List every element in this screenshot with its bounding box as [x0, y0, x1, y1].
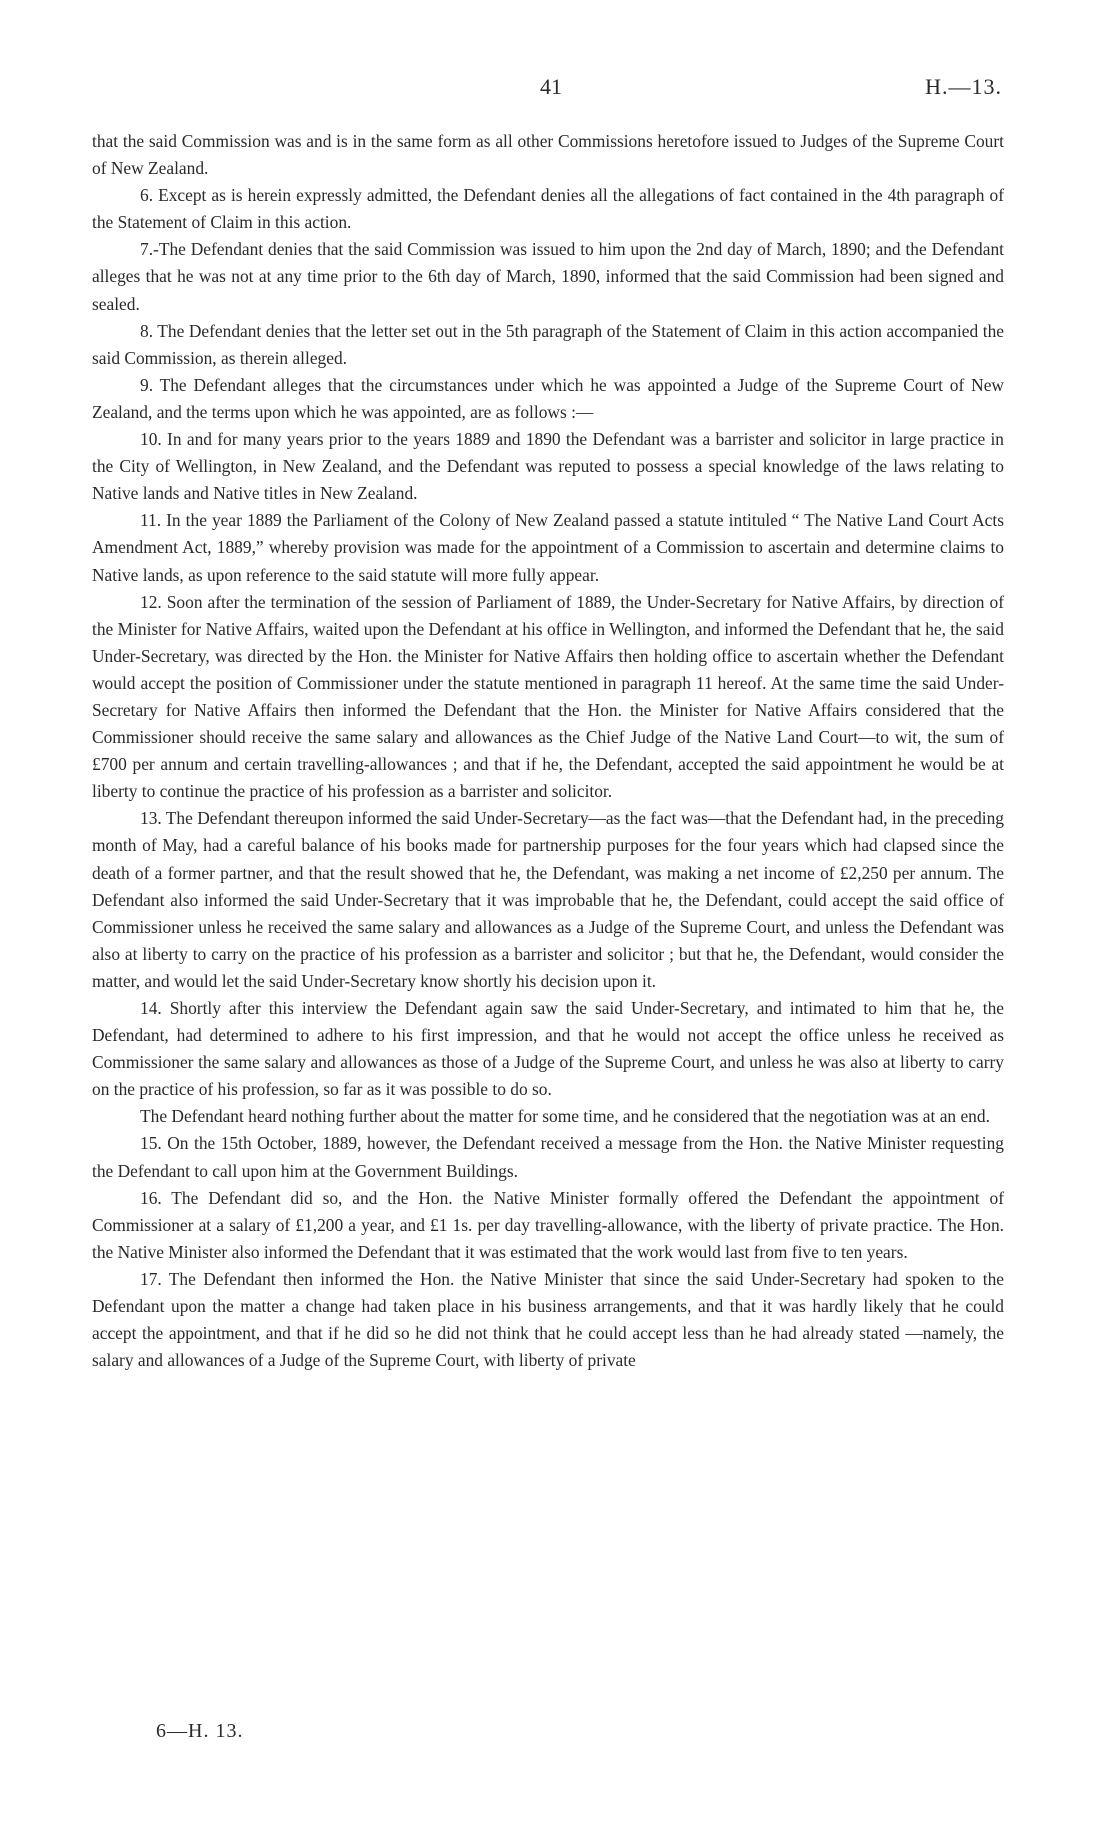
signature-mark: 6—H. 13. — [156, 1720, 244, 1742]
paragraph-6: 6. Except as is herein expressly admitted, the Defendant denies all the allegations of fact contained in the 4th paragraph of the Statement of Claim in this action. — [92, 185, 1004, 233]
paragraph-12: 12. Soon after the termination of the session of Parliament of 1889, the Under-Secretary for Native Affairs, by direction of the Minister for Native Affairs, waited upon the Defendant at his office in Wellington, and informed the Defendant that he, the said Under-Secretary, was directed by the Hon. the Minister for Native Affairs then holding office to ascertain whether the Defendant would accept the position of Commissioner under the statute mentioned in paragraph 11 hereof. At the same time the said Under-Secretary for Native Affairs then informed the Defendant that the Hon. the Minister for Native Affairs considered that the Commissioner should receive the same salary and allowances as the Chief Judge of the Native Land Court—to wit, the sum of £700 per annum and certain travelling-allowances ; and that if he, the Defendant, accepted the said appointment he would be at liberty to continue the practice of his profession as a barrister and solicitor. — [92, 591, 1004, 802]
page-header — [0, 74, 1114, 104]
paragraph-10: 10. In and for many years prior to the years 1889 and 1890 the Defendant was a barrister and solicitor in large practice in the City of Wellington, in New Zealand, and the Defendant was reputed to possess a special knowledge of the laws relating to Native lands and Native titles in New Zealand. — [92, 429, 1004, 504]
paragraph-11: 11. In the year 1889 the Parliament of the Colony of New Zealand passed a statute intituled “ The Native Land Court Acts Amendment Act, 1889,” whereby provision was made for the appointment of a Commission to ascertain and determine claims to Native lands, as upon reference to the said statute will more fully appear. — [92, 510, 1004, 585]
paragraph-7: 7.-The Defendant denies that the said Commission was issued to him upon the 2nd day of March, 1890; and the Defendant alleges that he was not at any time prior to the 6th day of March, 1890, informed that the said Commission had been signed and sealed. — [92, 239, 1004, 314]
paragraph-continuation: that the said Commission was and is in the same form as all other Commissions heretofore issued to Judges of the Supreme Court of New Zealand. — [92, 131, 1004, 179]
paragraph-13: 13. The Defendant thereupon informed the said Under-Secretary—as the fact was—that the Defendant had, in the preceding month of May, had a careful balance of his books made for partnership purposes for the four years which had clapsed since the death of a former partner, and that the result showed that he, the Defendant, was making a net income of £2,250 per annum. The Defendant also informed the said Under-Secretary that it was improbable that he, the Defendant, could accept the said office of Commissioner unless he received the same salary and allowances as a Judge of the Supreme Court, and unless the Defendant was also at liberty to carry on the practice of his profession as a barrister and solicitor ; but that he, the Defendant, would consider the matter, and would let the said Under-Secretary know shortly his decision upon it. — [92, 808, 1004, 991]
paragraph-14: 14. Shortly after this interview the Defendant again saw the said Under-Secretary, and intimated to him that he, the Defendant, had determined to adhere to his first impression, and that he would not accept the office unless he received as Commissioner the same salary and allowances as those of a Judge of the Supreme Court, and unless he was also at liberty to carry on the practice of his profession, so far as it was possible to do so. — [92, 998, 1004, 1100]
paragraph-15: 15. On the 15th October, 1889, however, the Defendant received a message from the Hon. the Native Minister requesting the Defendant to call upon him at the Government Buildings. — [92, 1133, 1004, 1181]
page-number: 41 — [540, 74, 562, 99]
paragraph-8: 8. The Defendant denies that the letter set out in the 5th paragraph of the Statement of Claim in this action accompanied the said Commission, as therein alleged. — [92, 320, 1004, 368]
paragraph-17: 17. The Defendant then informed the Hon. the Native Minister that since the said Under-Secretary had spoken to the Defendant upon the matter a change had taken place in his business arrangements, and that it was hardly likely that he could accept the appointment, and that if he did so he did not think that he could accept less than he had already stated —namely, the salary and allowances of a Judge of the Supreme Court, with liberty of private — [92, 1268, 1004, 1371]
paragraph-14-continued: The Defendant heard nothing further about the matter for some time, and he considered that the negotiation was at an end. — [140, 1106, 990, 1127]
document-reference: H.—13. — [925, 74, 1002, 99]
document-body — [92, 128, 1004, 1374]
paragraph-9: 9. The Defendant alleges that the circumstances under which he was appointed a Judge of the Supreme Court of New Zealand, and the terms upon which he was appointed, are as follows :— — [92, 374, 1004, 422]
paragraph-16: 16. The Defendant did so, and the Hon. the Native Minister formally offered the Defendant the appointment of Commissioner at a salary of £1,200 a year, and £1 1s. per day travelling-allowance, with the liberty of private practice. The Hon. the Native Minister also informed the Defendant that it was estimated that the work would last from five to ten years. — [92, 1187, 1004, 1262]
